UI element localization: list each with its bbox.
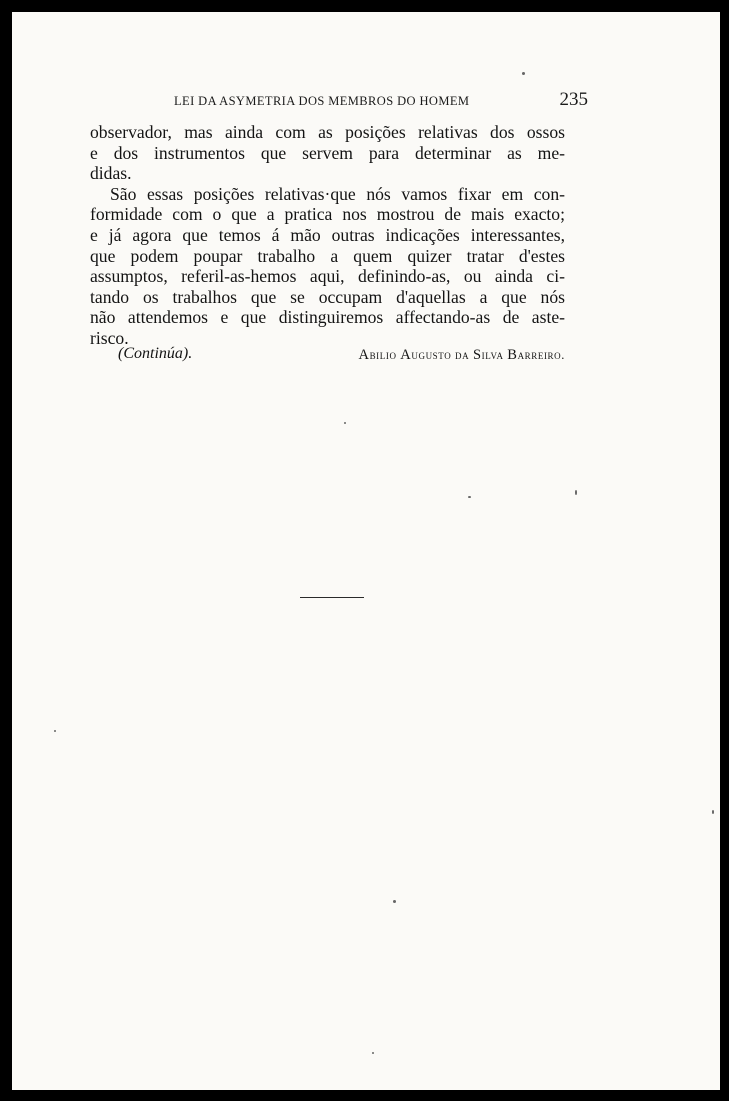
document-page	[12, 12, 720, 1090]
text-line: tando os trabalhos que se occupam d'aquellas a que nós	[90, 286, 565, 307]
scan-speck	[344, 422, 346, 424]
text-line: que podem poupar trabalho a quem quizer tratar d'estes	[90, 245, 565, 266]
author-part: bilio	[369, 348, 401, 362]
body-text	[90, 122, 565, 349]
text-line: risco.	[90, 327, 129, 348]
text-line: assumptos, referil-as-hemos aqui, definindo-as, ou ainda ci-	[90, 266, 565, 287]
author-part: ugusto da	[411, 348, 473, 362]
running-head	[174, 89, 588, 114]
running-title: LEI DA ASYMETRIA DOS MEMBROS DO HOMEM	[174, 94, 470, 108]
text-line: observador, mas ainda com as posições relativas dos ossos	[90, 122, 565, 142]
author-initial: S	[472, 347, 482, 363]
scan-speck	[712, 810, 714, 814]
text-line: não attendemos e que distinguiremos affectando-as de aste-	[90, 307, 565, 328]
text-line: e já agora que temos á mão outras indicações interessantes,	[90, 224, 565, 245]
scan-speck	[54, 730, 56, 732]
author-initial: B	[507, 347, 518, 363]
text-line: São essas posições relativas·que nós vamos fixar em con-	[110, 183, 565, 204]
section-divider	[300, 597, 364, 598]
author-signature	[358, 347, 565, 364]
scan-speck	[522, 72, 525, 75]
scan-speck	[468, 496, 471, 498]
scan-speck	[393, 900, 396, 903]
text-line: didas.	[90, 163, 132, 184]
author-initial: A	[358, 347, 370, 363]
signature-row	[90, 345, 565, 369]
text-line: formidade com o que a pratica nos mostrou de mais exacto;	[90, 204, 565, 225]
author-part: ilva	[481, 348, 508, 362]
scan-speck	[575, 490, 577, 495]
page-number: 235	[559, 89, 588, 110]
author-part: arreiro.	[517, 348, 565, 362]
author-initial: A	[400, 347, 412, 363]
continua-note: (Continúa).	[118, 345, 193, 362]
scan-speck	[372, 1052, 374, 1054]
text-line: e dos instrumentos que servem para determinar as me-	[90, 142, 565, 163]
